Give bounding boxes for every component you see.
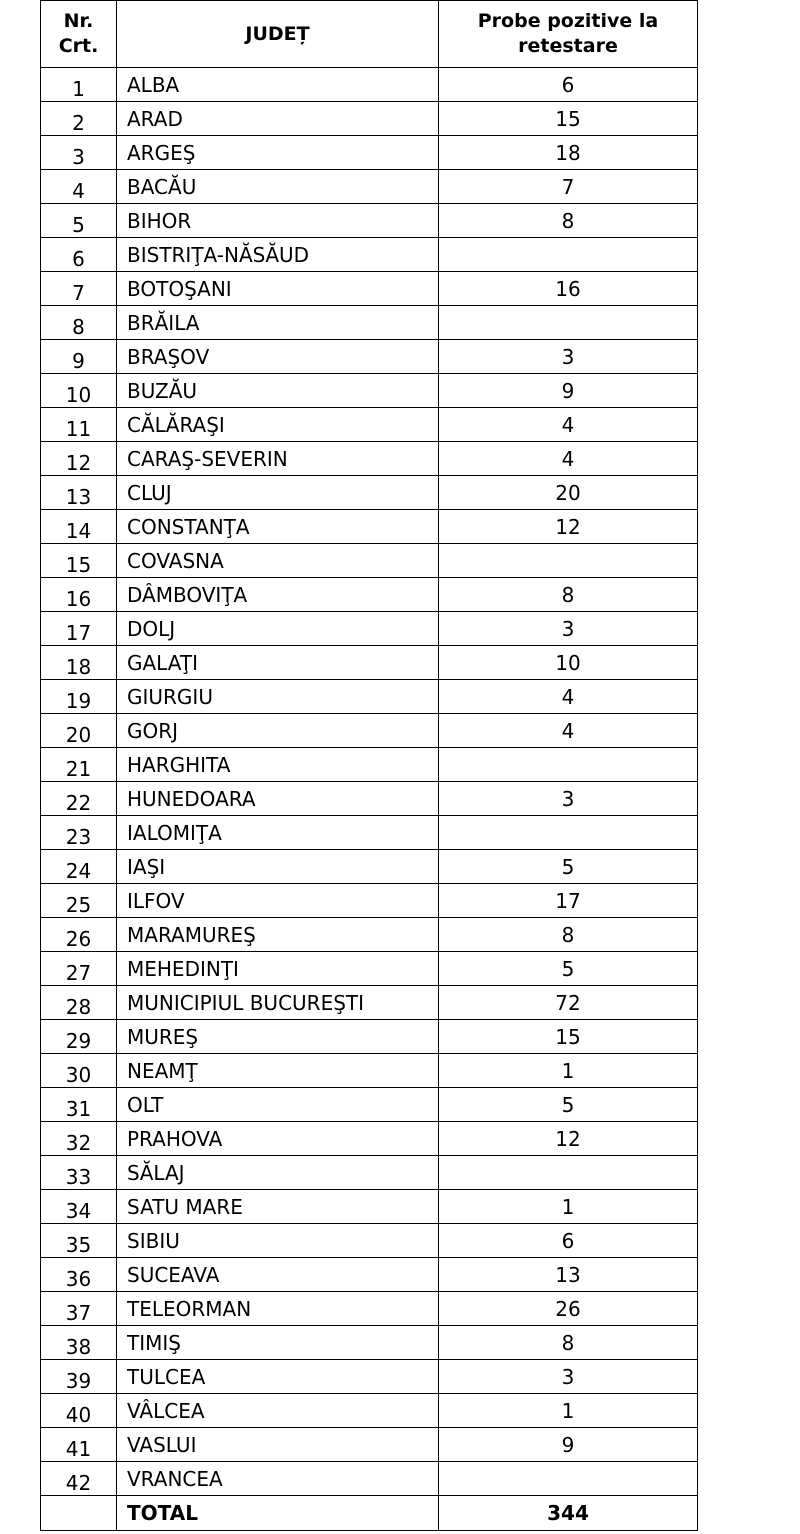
- row-judet: PRAHOVA: [117, 1122, 439, 1156]
- row-nr: 22: [41, 782, 117, 816]
- row-value: [439, 306, 698, 340]
- row-nr: 8: [41, 306, 117, 340]
- table-row: [41, 680, 698, 714]
- table-row: [41, 204, 698, 238]
- table-row: [41, 1156, 698, 1190]
- row-value: 8: [439, 1326, 698, 1360]
- table-row: [41, 816, 698, 850]
- row-value: 12: [439, 510, 698, 544]
- row-judet: COVASNA: [117, 544, 439, 578]
- row-nr: 37: [41, 1292, 117, 1326]
- row-nr: 38: [41, 1326, 117, 1360]
- table-row: [41, 136, 698, 170]
- row-value: 8: [439, 204, 698, 238]
- row-nr: 31: [41, 1088, 117, 1122]
- row-judet: CARAŞ-SEVERIN: [117, 442, 439, 476]
- row-nr: 12: [41, 442, 117, 476]
- row-judet: GIURGIU: [117, 680, 439, 714]
- row-judet: OLT: [117, 1088, 439, 1122]
- row-judet: ILFOV: [117, 884, 439, 918]
- table-row: [41, 272, 698, 306]
- total-row: [41, 1496, 698, 1531]
- row-value: 72: [439, 986, 698, 1020]
- row-value: [439, 1156, 698, 1190]
- row-judet: MUNICIPIUL BUCUREŞTI: [117, 986, 439, 1020]
- table-row: [41, 782, 698, 816]
- table-row: [41, 850, 698, 884]
- row-nr: 28: [41, 986, 117, 1020]
- row-judet: TULCEA: [117, 1360, 439, 1394]
- table-row: [41, 68, 698, 102]
- row-nr: 25: [41, 884, 117, 918]
- row-judet: ARAD: [117, 102, 439, 136]
- table-row: [41, 1292, 698, 1326]
- table-row: [41, 510, 698, 544]
- row-value: 13: [439, 1258, 698, 1292]
- row-value: 5: [439, 1088, 698, 1122]
- row-nr: 10: [41, 374, 117, 408]
- table-row: [41, 238, 698, 272]
- row-nr: 42: [41, 1462, 117, 1496]
- row-nr: 9: [41, 340, 117, 374]
- row-value: 12: [439, 1122, 698, 1156]
- row-nr: 13: [41, 476, 117, 510]
- row-nr: 29: [41, 1020, 117, 1054]
- row-value: 4: [439, 714, 698, 748]
- row-nr: 16: [41, 578, 117, 612]
- row-nr: 15: [41, 544, 117, 578]
- header-row: [41, 1, 698, 68]
- row-nr: 34: [41, 1190, 117, 1224]
- table-row: [41, 1326, 698, 1360]
- row-nr: 33: [41, 1156, 117, 1190]
- row-value: 5: [439, 850, 698, 884]
- row-judet: ARGEŞ: [117, 136, 439, 170]
- row-nr: 17: [41, 612, 117, 646]
- table-row: [41, 1020, 698, 1054]
- row-judet: GALAŢI: [117, 646, 439, 680]
- row-judet: ALBA: [117, 68, 439, 102]
- row-nr: 30: [41, 1054, 117, 1088]
- row-nr: 23: [41, 816, 117, 850]
- total-value: 344: [439, 1496, 698, 1531]
- table-row: [41, 374, 698, 408]
- table-row: [41, 1190, 698, 1224]
- row-judet: DÂMBOVIŢA: [117, 578, 439, 612]
- row-value: 9: [439, 1428, 698, 1462]
- row-value: 4: [439, 408, 698, 442]
- row-nr: 14: [41, 510, 117, 544]
- table-row: [41, 986, 698, 1020]
- table-row: [41, 1394, 698, 1428]
- row-nr: 40: [41, 1394, 117, 1428]
- row-judet: MARAMUREŞ: [117, 918, 439, 952]
- table-row: [41, 578, 698, 612]
- row-judet: HARGHITA: [117, 748, 439, 782]
- row-value: 15: [439, 1020, 698, 1054]
- table-row: [41, 476, 698, 510]
- row-value: 6: [439, 68, 698, 102]
- row-value: [439, 748, 698, 782]
- row-judet: DOLJ: [117, 612, 439, 646]
- row-value: [439, 816, 698, 850]
- row-value: 7: [439, 170, 698, 204]
- row-judet: BUZĂU: [117, 374, 439, 408]
- row-value: 4: [439, 680, 698, 714]
- row-nr: 27: [41, 952, 117, 986]
- row-judet: BACĂU: [117, 170, 439, 204]
- row-judet: VÂLCEA: [117, 1394, 439, 1428]
- row-nr: 7: [41, 272, 117, 306]
- row-value: 1: [439, 1394, 698, 1428]
- total-label: TOTAL: [117, 1496, 439, 1531]
- row-value: 1: [439, 1054, 698, 1088]
- table-row: [41, 544, 698, 578]
- row-judet: VRANCEA: [117, 1462, 439, 1496]
- row-value: 15: [439, 102, 698, 136]
- table-row: [41, 1088, 698, 1122]
- total-nr-cell: [41, 1496, 117, 1531]
- header-nr-crt: [41, 1, 117, 68]
- row-judet: MUREŞ: [117, 1020, 439, 1054]
- table-row: [41, 306, 698, 340]
- row-judet: SUCEAVA: [117, 1258, 439, 1292]
- row-judet: MEHEDINŢI: [117, 952, 439, 986]
- row-nr: 5: [41, 204, 117, 238]
- row-nr: 26: [41, 918, 117, 952]
- row-judet: SIBIU: [117, 1224, 439, 1258]
- header-probe-line1: Probe pozitive la: [477, 10, 659, 32]
- row-value: 3: [439, 1360, 698, 1394]
- row-value: 10: [439, 646, 698, 680]
- row-nr: 39: [41, 1360, 117, 1394]
- row-value: 16: [439, 272, 698, 306]
- table-row: [41, 918, 698, 952]
- table-row: [41, 102, 698, 136]
- results-table: [40, 0, 698, 1531]
- row-judet: GORJ: [117, 714, 439, 748]
- table-row: [41, 1428, 698, 1462]
- row-judet: BOTOŞANI: [117, 272, 439, 306]
- row-nr: 18: [41, 646, 117, 680]
- row-nr: 6: [41, 238, 117, 272]
- row-value: 17: [439, 884, 698, 918]
- row-value: [439, 544, 698, 578]
- row-judet: BRĂILA: [117, 306, 439, 340]
- row-nr: 4: [41, 170, 117, 204]
- table-row: [41, 442, 698, 476]
- table-row: [41, 714, 698, 748]
- row-value: 1: [439, 1190, 698, 1224]
- row-value: 8: [439, 918, 698, 952]
- table-row: [41, 1224, 698, 1258]
- header-judet: JUDEȚ: [117, 1, 439, 68]
- row-nr: 11: [41, 408, 117, 442]
- row-nr: 20: [41, 714, 117, 748]
- row-value: 3: [439, 782, 698, 816]
- row-value: 3: [439, 340, 698, 374]
- table-row: [41, 1258, 698, 1292]
- row-nr: 3: [41, 136, 117, 170]
- row-nr: 1: [41, 68, 117, 102]
- row-nr: 21: [41, 748, 117, 782]
- row-judet: HUNEDOARA: [117, 782, 439, 816]
- row-judet: VASLUI: [117, 1428, 439, 1462]
- row-value: 5: [439, 952, 698, 986]
- row-value: 18: [439, 136, 698, 170]
- row-nr: 36: [41, 1258, 117, 1292]
- row-nr: 41: [41, 1428, 117, 1462]
- row-value: 26: [439, 1292, 698, 1326]
- row-judet: BRAŞOV: [117, 340, 439, 374]
- row-judet: NEAMŢ: [117, 1054, 439, 1088]
- row-nr: 2: [41, 102, 117, 136]
- table-row: [41, 1122, 698, 1156]
- table-row: [41, 646, 698, 680]
- row-judet: BISTRIŢA-NĂSĂUD: [117, 238, 439, 272]
- row-value: [439, 1462, 698, 1496]
- row-judet: CLUJ: [117, 476, 439, 510]
- row-judet: SATU MARE: [117, 1190, 439, 1224]
- table-row: [41, 952, 698, 986]
- header-probe: [439, 1, 698, 68]
- row-value: 20: [439, 476, 698, 510]
- row-value: 8: [439, 578, 698, 612]
- row-nr: 35: [41, 1224, 117, 1258]
- row-judet: SĂLAJ: [117, 1156, 439, 1190]
- header-nr-line1: Nr.: [63, 10, 94, 32]
- table-row: [41, 1054, 698, 1088]
- row-judet: BIHOR: [117, 204, 439, 238]
- table-row: [41, 408, 698, 442]
- table-row: [41, 1462, 698, 1496]
- table-row: [41, 1360, 698, 1394]
- header-nr-line2: Crt.: [58, 35, 99, 57]
- table-row: [41, 612, 698, 646]
- row-judet: CONSTANŢA: [117, 510, 439, 544]
- header-probe-line2: retestare: [518, 35, 618, 57]
- table-row: [41, 340, 698, 374]
- row-value: 6: [439, 1224, 698, 1258]
- row-judet: IALOMIŢA: [117, 816, 439, 850]
- table-row: [41, 748, 698, 782]
- row-nr: 24: [41, 850, 117, 884]
- row-nr: 19: [41, 680, 117, 714]
- row-judet: CĂLĂRAŞI: [117, 408, 439, 442]
- row-nr: 32: [41, 1122, 117, 1156]
- table-row: [41, 170, 698, 204]
- row-value: [439, 238, 698, 272]
- table-row: [41, 884, 698, 918]
- row-value: 4: [439, 442, 698, 476]
- row-value: 3: [439, 612, 698, 646]
- row-judet: TIMIŞ: [117, 1326, 439, 1360]
- row-judet: TELEORMAN: [117, 1292, 439, 1326]
- row-judet: IAŞI: [117, 850, 439, 884]
- row-value: 9: [439, 374, 698, 408]
